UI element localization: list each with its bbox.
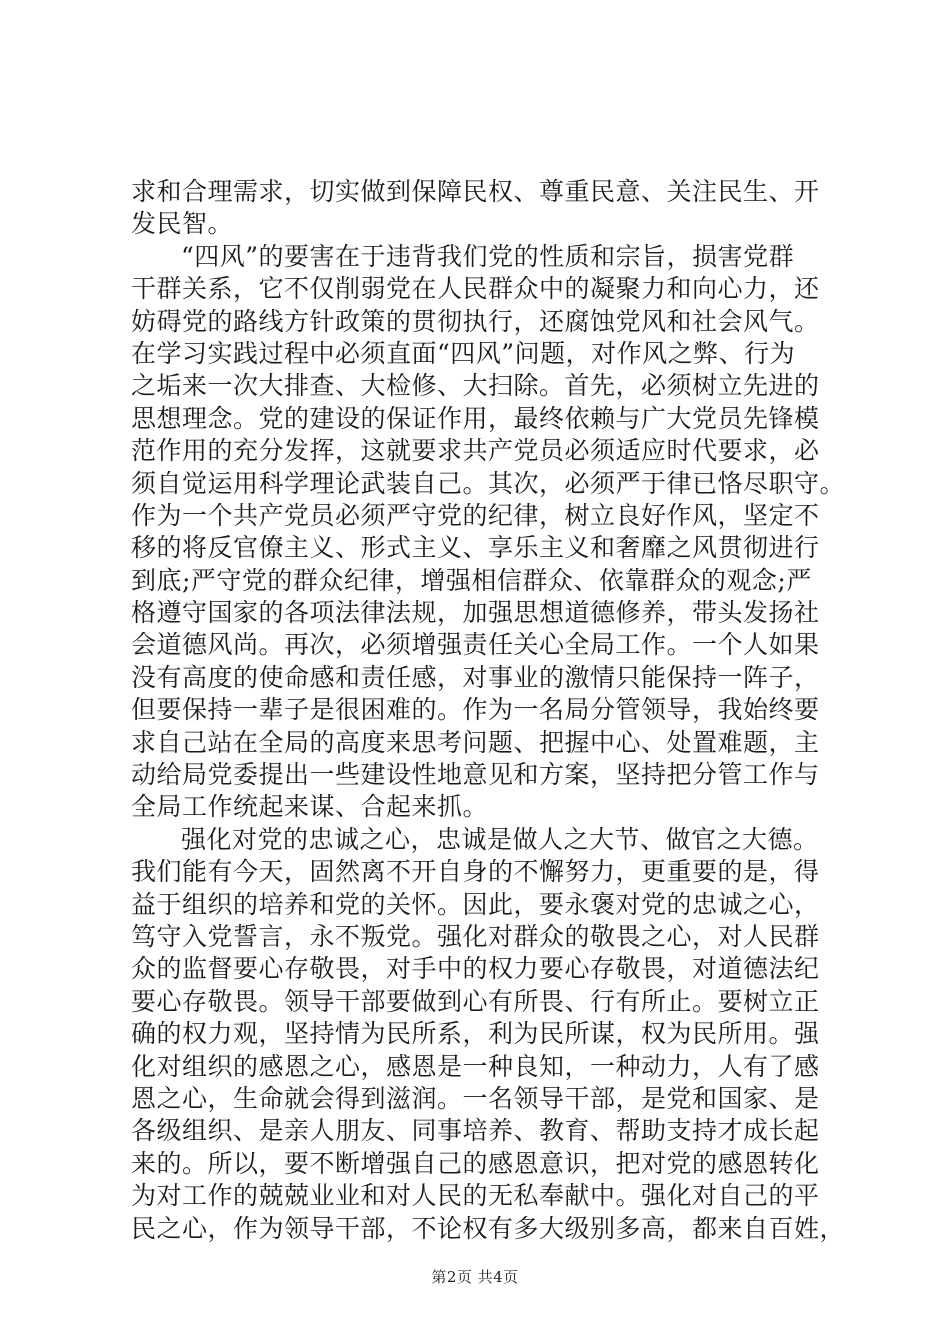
text-line: 笃守入党誓言，永不叛党。强化对群众的敬畏之心，对人民群: [131, 921, 820, 951]
text-line: 干群关系，它不仅削弱党在人民群众中的凝聚力和向心力，还: [131, 274, 820, 304]
text-line: 要心存敬畏。领导干部要做到心有所畏、行有所止。要树立正: [131, 986, 820, 1016]
text-line: 范作用的充分发挥，这就要求共产党员必须适应时代要求，必: [131, 436, 820, 466]
body-text: [131, 176, 846, 1245]
text-line: “四风”的要害在于违背我们党的性质和宗旨，损害党群: [181, 241, 795, 271]
text-line: 移的将反官僚主义、形式主义、享乐主义和奢靡之风贯彻进行: [131, 533, 820, 563]
text-line: 全局工作统起来谋、合起来抓。: [131, 792, 489, 822]
page-footer: 第2页 共4页: [431, 1268, 519, 1286]
text-line: 但要保持一辈子是很困难的。作为一名局分管领导，我始终要: [131, 695, 820, 725]
text-line: 来的。所以，要不断增强自己的感恩意识，把对党的感恩转化: [131, 1148, 820, 1178]
text-line: 求自己站在全局的高度来思考问题、把握中心、处置难题，主: [131, 727, 820, 757]
text-line: 须自觉运用科学理论武装自己。其次，必须严于律已恪尽职守。: [131, 468, 846, 498]
text-line: 思想理念。党的建设的保证作用，最终依赖与广大党员先锋模: [131, 403, 820, 433]
text-line: 我们能有今天，固然离不开自身的不懈努力，更重要的是，得: [131, 857, 820, 887]
text-line: 众的监督要心存敬畏，对手中的权力要心存敬畏，对道德法纪: [131, 954, 820, 984]
text-line: 恩之心，生命就会得到滋润。一名领导干部，是党和国家、是: [131, 1083, 820, 1113]
text-line: 益于组织的培养和党的关怀。因此，要永褒对党的忠诚之心，: [131, 889, 820, 919]
text-line: 没有高度的使命感和责任感，对事业的激情只能保持一阵子，: [131, 662, 820, 692]
text-line: 作为一个共产党员必须严守党的纪律，树立良好作风，坚定不: [131, 500, 820, 530]
text-line: 各级组织、是亲人朋友、同事培养、教育、帮助支持才成长起: [131, 1116, 820, 1146]
text-line: 强化对党的忠诚之心，忠诚是做人之大节、做官之大德。: [181, 824, 819, 854]
text-line: 化对组织的感恩之心，感恩是一种良知，一种动力，人有了感: [131, 1051, 820, 1081]
text-line: 求和合理需求，切实做到保障民权、尊重民意、关注民生、开: [131, 177, 820, 206]
text-line: 会道德风尚。再次，必须增强责任关心全局工作。一个人如果: [131, 630, 820, 660]
text-line: 发民智。: [131, 209, 234, 239]
text-line: 为对工作的兢兢业业和对人民的无私奉献中。强化对自己的平: [131, 1181, 820, 1211]
text-line: 到底;严守党的群众纪律，增强相信群众、依靠群众的观念;严: [131, 565, 812, 595]
text-line: 之垢来一次大排查、大检修、大扫除。首先，必须树立先进的: [131, 371, 820, 401]
text-line: 妨碍党的路线方针政策的贯彻执行，还腐蚀党风和社会风气。: [131, 306, 820, 336]
text-line: 民之心，作为领导干部，不论权有多大级别多高，都来自百姓，: [131, 1213, 846, 1243]
text-line: 格遵守国家的各项法律法规，加强思想道德修养，带头发扬社: [131, 598, 820, 628]
text-line: 在学习实践过程中必须直面“四风”问题，对作风之弊、行为: [131, 338, 796, 368]
text-line: 确的权力观，坚持情为民所系，利为民所谋，权为民所用。强: [131, 1019, 820, 1049]
text-line: 动给局党委提出一些建设性地意见和方案，坚持把分管工作与: [131, 760, 820, 790]
